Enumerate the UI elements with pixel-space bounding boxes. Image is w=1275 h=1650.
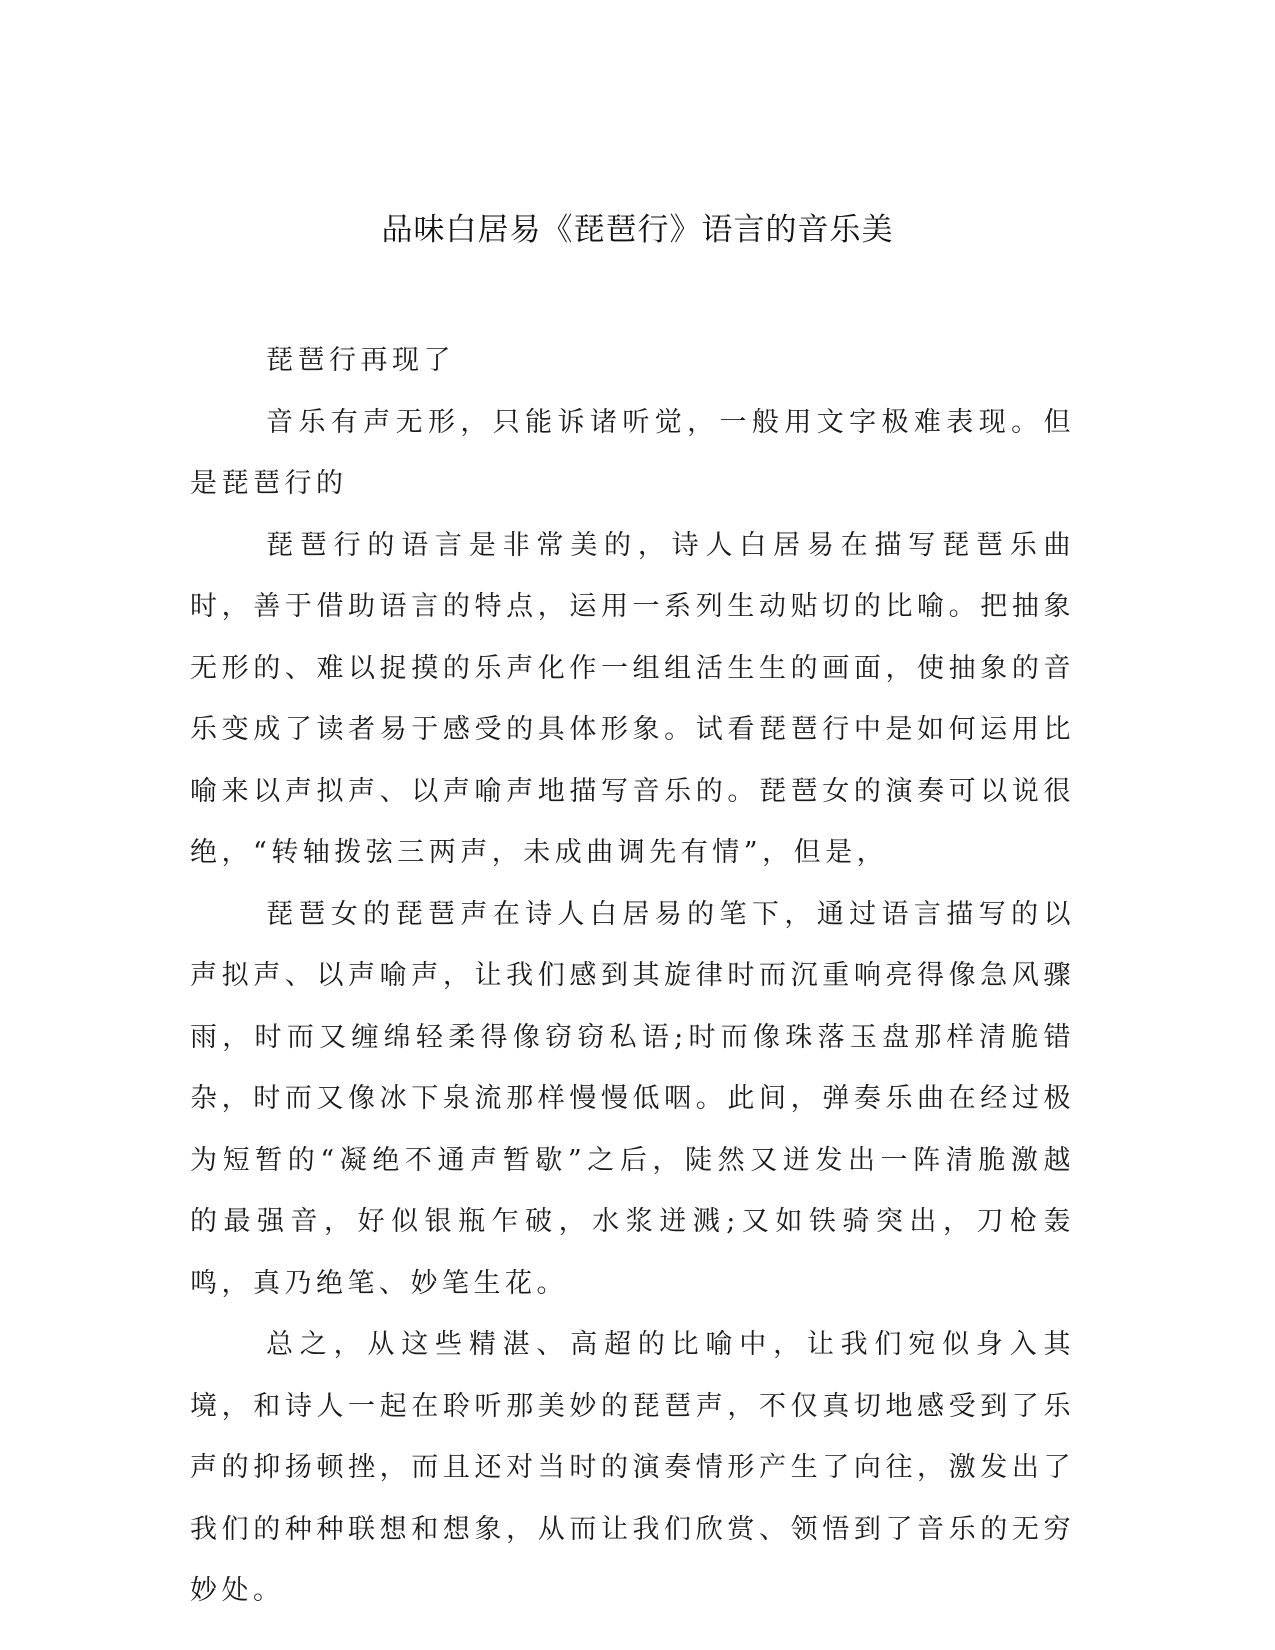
paragraph-3: 琵琶行的语言是非常美的，诗人白居易在描写琵琶乐曲时，善于借助语言的特点，运用一系列生动贴切的比喻。把抽象无形的、难以捉摸的乐声化作一组组活生生的画面，使抽象的音乐变成了读者易于感受的具体形象。试看琵琶行中是如何运用比喻来以声拟声、以声喻声地描写音乐的。琵琶女的演奏可以说很绝，“转轴拨弦三两声，未成曲调先有情”，但是， (190, 529, 1075, 868)
paragraph-2: 音乐有声无形，只能诉诸听觉，一般用文字极难表现。但是琵琶行的 (190, 406, 1075, 499)
paragraph-1: 琵琶行再现了 (266, 345, 455, 376)
paragraph-4: 琵琶女的琵琶声在诗人白居易的笔下，通过语言描写的以声拟声、以声喻声，让我们感到其旋律时而沉重响亮得像急风骤雨，时而又缠绵轻柔得像窃窃私语;时而像珠落玉盘那样清脆错杂，时而又像冰下泉流那样慢慢低咽。此间，弹奏乐曲在经过极为短暂的“凝绝不通声暂歇”之后，陡然又迸发出一阵清脆激越的最强音，好似银瓶乍破，水浆迸溅;又如铁骑突出，刀枪轰鸣，真乃绝笔、妙笔生花。 (190, 898, 1075, 1299)
paragraph-5: 总之，从这些精湛、高超的比喻中，让我们宛似身入其境，和诗人一起在聆听那美妙的琵琶声，不仅真切地感受到了乐声的抑扬顿挫，而且还对当时的演奏情形产生了向往，激发出了我们的种种联想和想象，从而让我们欣赏、领悟到了音乐的无穷妙处。 (190, 1329, 1075, 1606)
document-title: 品味白居易《琵琶行》语言的音乐美 (381, 212, 894, 248)
document-body (190, 330, 1075, 1622)
